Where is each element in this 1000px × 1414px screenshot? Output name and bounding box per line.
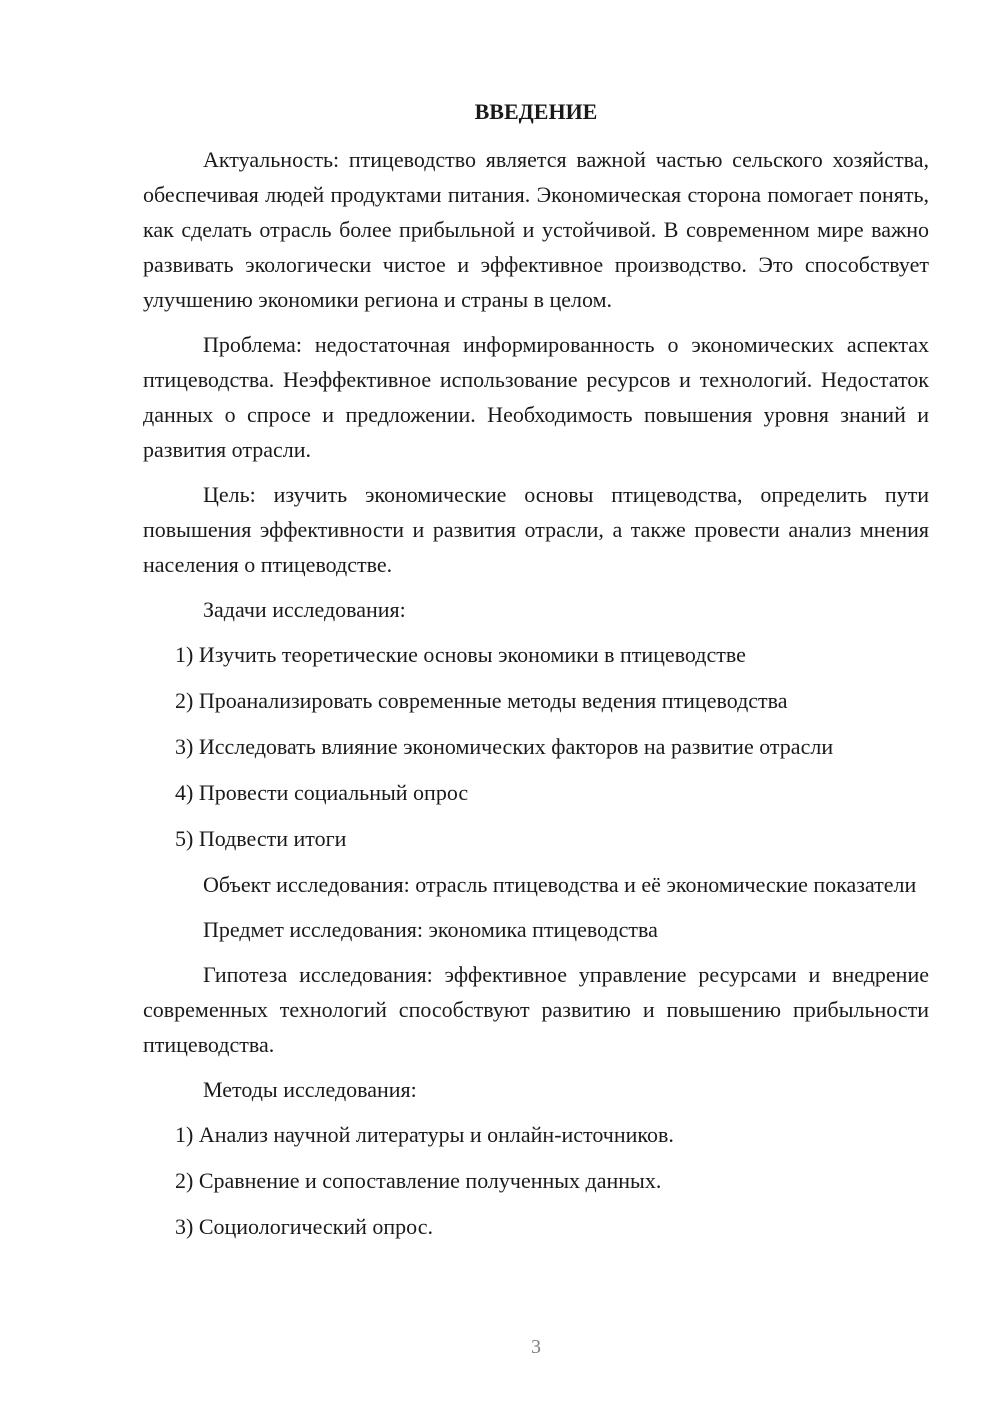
tasks-heading: Задачи исследования: [203, 597, 406, 622]
problem-paragraph: Проблема: недостаточная информированность о экономических аспектах птицеводства. Неэффективное использование ресурсов и технологий. Недостаток данных о спросе и предложении. Необходимость повышения уровня знаний и развития отрасли. [143, 332, 929, 462]
task-item-2: 2) Проанализировать современные методы ведения птицеводства [175, 688, 788, 713]
object-paragraph: Объект исследования: отрасль птицеводства и её экономические показатели [203, 872, 917, 897]
task-item-4: 4) Провести социальный опрос [175, 780, 469, 805]
hypothesis-paragraph: Гипотеза исследования: эффективное управление ресурсами и внедрение современных технологий способствуют развитию и повышению прибыльности птицеводства. [143, 962, 929, 1057]
task-item-3: 3) Исследовать влияние экономических факторов на развитие отрасли [175, 734, 834, 759]
method-item-2: 2) Сравнение и сопоставление полученных данных. [175, 1168, 662, 1193]
task-item-1: 1) Изучить теоретические основы экономики в птицеводстве [175, 642, 746, 667]
page-title: ВВЕДЕНИЕ [474, 99, 598, 124]
subject-paragraph: Предмет исследования: экономика птицеводства [203, 917, 658, 942]
document-body [143, 142, 929, 1255]
method-item-1: 1) Анализ научной литературы и онлайн-источников. [175, 1122, 674, 1147]
goal-paragraph: Цель: изучить экономические основы птицеводства, определить пути повышения эффективности и развития отрасли, а также провести анализ мнения населения о птицеводстве. [143, 482, 929, 577]
methods-heading: Методы исследования: [203, 1077, 417, 1102]
method-item-3: 3) Социологический опрос. [175, 1214, 433, 1239]
task-item-5: 5) Подвести итоги [175, 826, 347, 851]
page-number: 3 [531, 1336, 541, 1358]
relevance-paragraph: Актуальность: птицеводство является важной частью сельского хозяйства, обеспечивая людей продуктами питания. Экономическая сторона помогает понять, как сделать отрасль более прибыльной и устойчивой. В современном мире важно развивать экологически чистое и эффективное производство. Это способствует улучшению экономики региона и страны в целом. [143, 147, 929, 312]
